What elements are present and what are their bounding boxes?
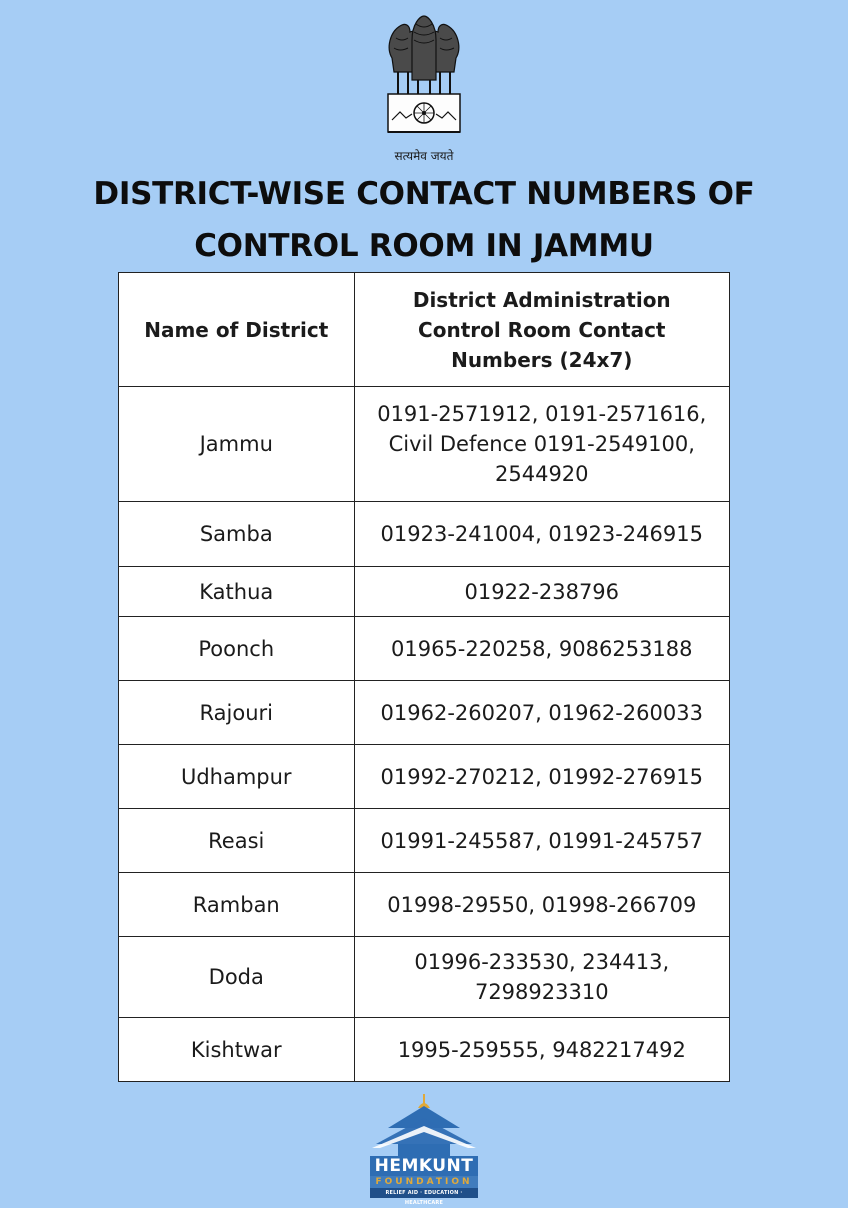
table-row: [119, 809, 730, 873]
contact-numbers: 01923-241004, 01923-246915: [354, 502, 729, 567]
district-name: Ramban: [119, 873, 355, 937]
logo-tagline: RELIEF AID · EDUCATION · HEALTHCARE: [385, 1190, 463, 1206]
table-row: [119, 745, 730, 809]
district-name: Kathua: [119, 567, 355, 617]
table-row: [119, 937, 730, 1018]
logo-subname: FOUNDATION: [375, 1177, 473, 1187]
contact-numbers: 0191-2571912, 0191-2571616, Civil Defence 0191-2549100, 2544920: [354, 387, 729, 502]
table-header-row: [119, 273, 730, 387]
table-row: [119, 502, 730, 567]
district-name: Udhampur: [119, 745, 355, 809]
title-line-1: DISTRICT-WISE CONTACT NUMBERS OF: [93, 176, 755, 212]
district-name: Jammu: [119, 387, 355, 502]
contact-table: [118, 272, 730, 1082]
contact-numbers: 01998-29550, 01998-266709: [354, 873, 729, 937]
logo-name: HEMKUNT: [374, 1156, 474, 1176]
contact-numbers: 01965-220258, 9086253188: [354, 617, 729, 681]
national-emblem: [364, 10, 484, 165]
contact-numbers: 01992-270212, 01992-276915: [354, 745, 729, 809]
table-row: [119, 1018, 730, 1082]
title-line-2: CONTROL ROOM IN JAMMU: [194, 228, 654, 264]
lion-capital-icon: [374, 10, 474, 145]
column-header-numbers: District Administration Control Room Contact Numbers (24x7): [354, 273, 729, 387]
table-row: [119, 617, 730, 681]
district-name: Reasi: [119, 809, 355, 873]
table-row: [119, 567, 730, 617]
district-name: Samba: [119, 502, 355, 567]
page-title: [40, 168, 808, 272]
district-name: Doda: [119, 937, 355, 1018]
district-name: Kishtwar: [119, 1018, 355, 1082]
contact-numbers: 01962-260207, 01962-260033: [354, 681, 729, 745]
district-name: Poonch: [119, 617, 355, 681]
contact-numbers: 01996-233530, 234413, 7298923310: [354, 937, 729, 1018]
contact-numbers: 01991-245587, 01991-245757: [354, 809, 729, 873]
emblem-motto: सत्यमेव जयते: [394, 149, 454, 163]
table-row: [119, 681, 730, 745]
column-header-district: Name of District: [119, 273, 355, 387]
table-row: [119, 873, 730, 937]
contact-numbers: 1995-259555, 9482217492: [354, 1018, 729, 1082]
table-row: [119, 387, 730, 502]
contact-numbers: 01922-238796: [354, 567, 729, 617]
hemkunt-foundation-logo: [368, 1092, 480, 1206]
district-name: Rajouri: [119, 681, 355, 745]
